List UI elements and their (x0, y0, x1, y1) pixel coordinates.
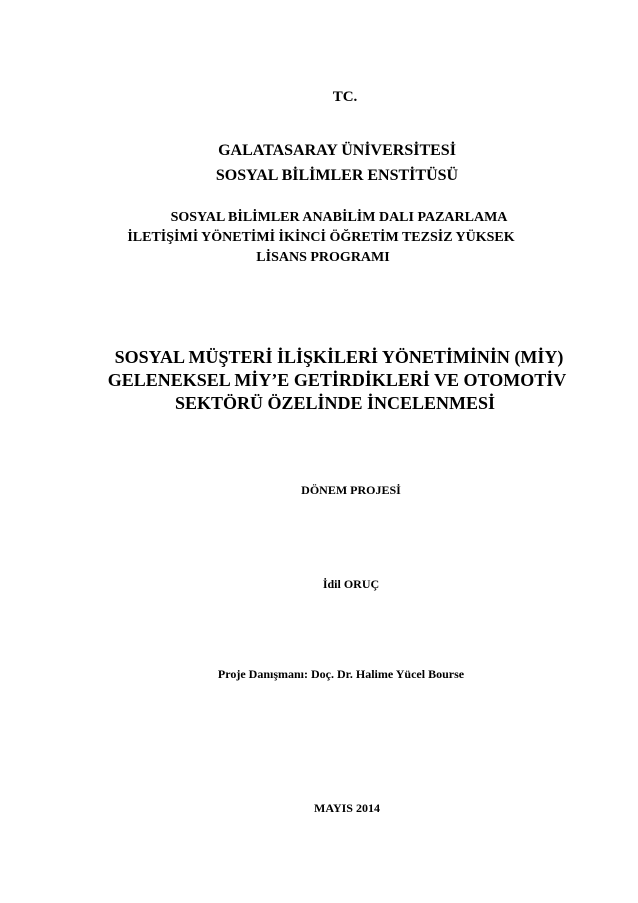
author-name: İdil ORUÇ (322, 577, 380, 591)
country-abbreviation: TC. (332, 89, 358, 105)
program-line-1: SOSYAL BİLİMLER ANABİLİM DALI PAZARLAMA (170, 210, 508, 225)
project-type: DÖNEM PROJESİ (301, 483, 401, 497)
thesis-title-line-1: SOSYAL MÜŞTERİ İLİŞKİLERİ YÖNETİMİNİN (MİY) (114, 347, 564, 367)
project-advisor: Proje Danışmanı: Doç. Dr. Halime Yücel Bourse (217, 667, 465, 681)
program-line-2: İLETİŞİMİ YÖNETİMİ İKİNCİ ÖĞRETİM TEZSİZ YÜKSEK (127, 230, 515, 245)
submission-date: MAYIS 2014 (314, 801, 380, 815)
program-line-3: LİSANS PROGRAMI (256, 250, 390, 265)
institute-name: SOSYAL BİLİMLER ENSTİTÜSÜ (215, 167, 459, 184)
thesis-title-line-3: SEKTÖRÜ ÖZELİNDE İNCELENMESİ (174, 393, 496, 413)
thesis-title-line-2: GELENEKSEL MİY’E GETİRDİKLERİ VE OTOMOTİV (107, 370, 567, 390)
university-name: GALATASARAY ÜNİVERSİTESİ (218, 142, 456, 159)
